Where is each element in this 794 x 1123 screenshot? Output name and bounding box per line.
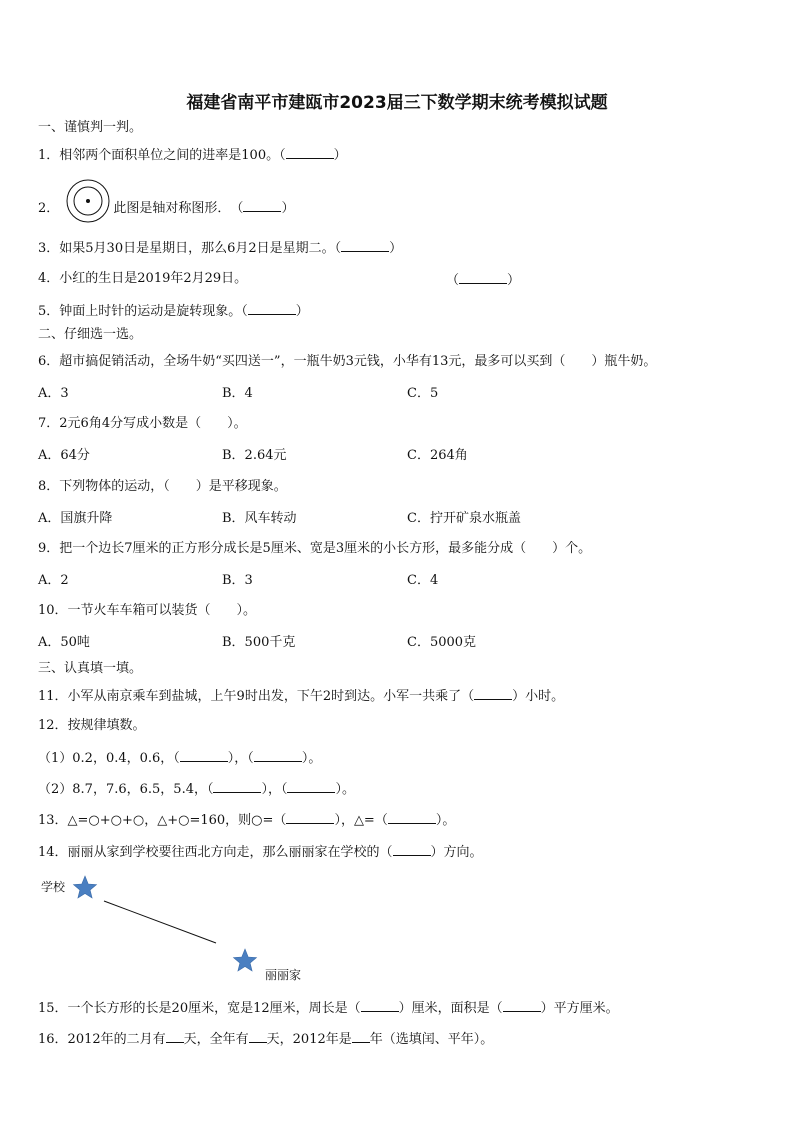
question-3: 3．如果5月30日是星期日，那么6月2日是星期二。（ ） (38, 241, 403, 256)
home-star-icon (234, 949, 257, 971)
question-11: 11．小军从南京乘车到盐城，上午9时出发，下午2时到达。小军一共乘了（ ）小时。 (38, 689, 565, 704)
q9-option-b: B．3 (222, 573, 253, 588)
q8-option-a: A．国旗升降 (38, 511, 113, 526)
question-12: 12．按规律填数。 (38, 718, 146, 733)
section-1-heading: 一、谨慎判一判。 (38, 120, 143, 135)
question-10: 10．一节火车车箱可以装货（ ）。 (38, 603, 257, 618)
q7-option-a: A．64分 (38, 448, 90, 463)
school-star-icon (74, 876, 97, 898)
question-12-part-1: （1）0.2，0.4，0.6，（ ），（ ）。 (38, 751, 322, 766)
q10-option-c: C．5000克 (407, 635, 477, 650)
question-6: 6．超市搞促销活动，全场牛奶“买四送一”，一瓶牛奶3元钱，小华有13元，最多可以买到（ ）瓶牛奶。 (38, 354, 657, 369)
map-label-school: 学校 (41, 880, 66, 894)
q7-option-b: B．2.64元 (222, 448, 287, 463)
section-3-heading: 三、认真填一填。 (38, 661, 143, 676)
section-2-heading: 二、仔细选一选。 (38, 327, 143, 342)
q10-option-a: A．50吨 (38, 635, 90, 650)
question-7: 7．2元6角4分写成小数是（ ）。 (38, 416, 247, 431)
q6-option-a: A．3 (38, 386, 69, 401)
q7-option-c: C．264角 (407, 448, 468, 463)
question-1: 1．相邻两个面积单位之间的进率是100。（ ） (38, 148, 347, 163)
q6-option-b: B．4 (222, 386, 253, 401)
q9-option-a: A．2 (38, 573, 69, 588)
map-label-home: 丽丽家 (265, 968, 302, 982)
question-2: 2． 此图是轴对称图形． （ ） (38, 193, 294, 224)
question-5: 5．钟面上时针的运动是旋转现象。（ ） (38, 304, 309, 319)
q10-option-b: B．500千克 (222, 635, 296, 650)
question-13: 13．△=○+○+○，△+○=160，则○=（ ），△=（ ）。 (38, 813, 456, 828)
question-4: 4．小红的生日是2019年2月29日。 （ ） (38, 271, 521, 288)
q9-option-c: C．4 (407, 573, 439, 588)
q6-option-c: C．5 (407, 386, 439, 401)
question-15: 15．一个长方形的长是20厘米，宽是12厘米，周长是（ ）厘米，面积是（ ）平方厘米。 (38, 1001, 619, 1016)
q8-option-c: C．拧开矿泉水瓶盖 (407, 511, 521, 526)
question-16: 16．2012年的二月有 天，全年有 天，2012年是 年（选填闰、平年）。 (38, 1032, 494, 1047)
page-title: 福建省南平市建瓯市2023届三下数学期末统考模拟试题 (186, 93, 608, 113)
question-9: 9．把一个边长7厘米的正方形分成长是5厘米、宽是3厘米的小长方形，最多能分成（ ）个。 (38, 541, 592, 556)
question-14: 14．丽丽从家到学校要往西北方向走，那么丽丽家在学校的（ ）方向。 (38, 845, 483, 860)
question-12-part-2: （2）8.7，7.6，6.5，5.4，（ ），（ ）。 (38, 782, 355, 797)
question-8: 8．下列物体的运动，（ ）是平移现象。 (38, 479, 287, 494)
q8-option-b: B．风车转动 (222, 511, 297, 526)
